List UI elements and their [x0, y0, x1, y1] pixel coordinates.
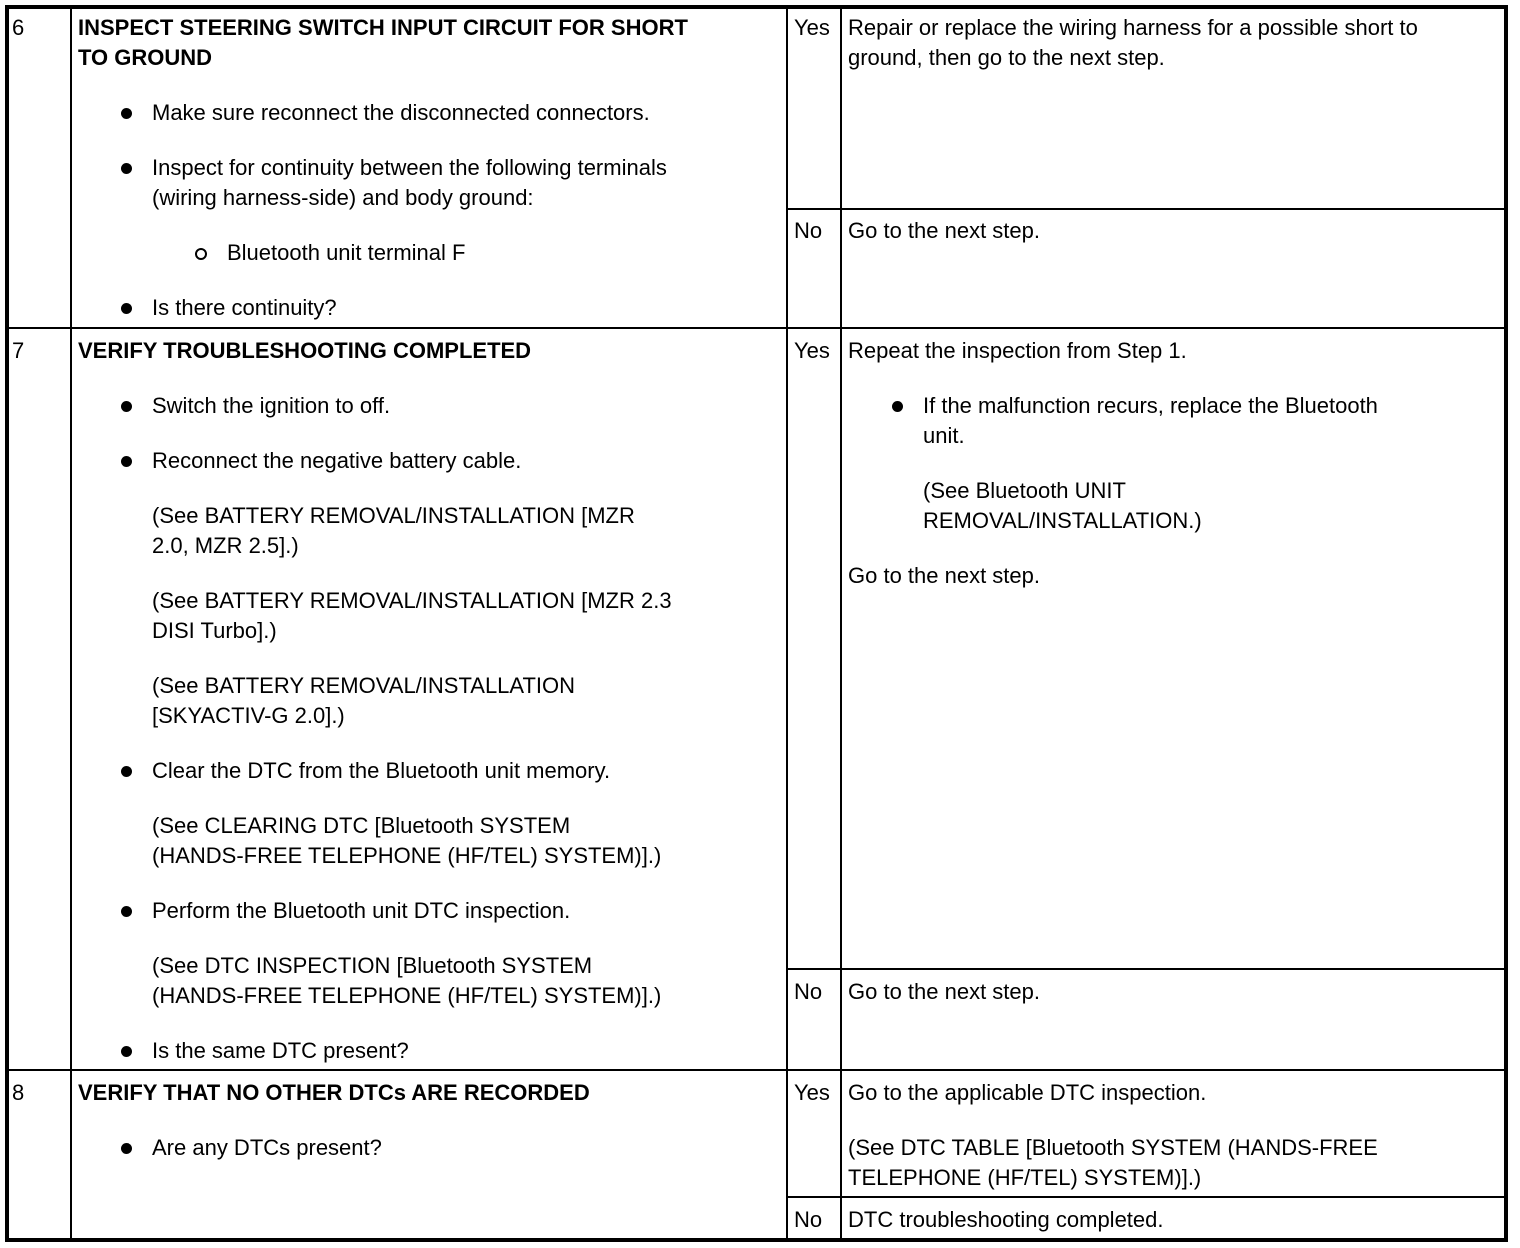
yes-no-divider-8 [786, 1196, 1508, 1198]
no-label: No [794, 1207, 823, 1232]
list-item: Reconnect the negative battery cable. [152, 448, 522, 473]
reference-text: REMOVAL/INSTALLATION.) [923, 508, 1202, 533]
reference-text: (HANDS-FREE TELEPHONE (HF/TEL) SYSTEM)].) [152, 983, 662, 1008]
step-title: VERIFY THAT NO OTHER DTCs ARE RECORDED [78, 1080, 590, 1105]
list-item: Switch the ignition to off. [152, 393, 391, 418]
reference-text: (See BATTERY REMOVAL/INSTALLATION [MZR 2.3 [152, 588, 672, 613]
list-item: Perform the Bluetooth unit DTC inspection. [152, 898, 571, 923]
yes-action: Go to the next step. [848, 563, 1041, 588]
step-number: 6 [12, 15, 25, 40]
list-item: (wiring harness-side) and body ground: [152, 185, 534, 210]
list-item: Make sure reconnect the disconnected connectors. [152, 100, 650, 125]
table-border-bottom [5, 1238, 1508, 1242]
step-number: 8 [12, 1080, 25, 1105]
reference-text: TELEPHONE (HF/TEL) SYSTEM)].) [848, 1165, 1202, 1190]
step-title: TO GROUND [78, 45, 213, 70]
list-item: Are any DTCs present? [152, 1135, 382, 1160]
list-item: Is the same DTC present? [152, 1038, 409, 1063]
yes-action: If the malfunction recurs, replace the Bluetooth [923, 393, 1378, 418]
reference-text: (HANDS-FREE TELEPHONE (HF/TEL) SYSTEM)].) [152, 843, 662, 868]
list-item: Inspect for continuity between the following terminals [152, 155, 667, 180]
bullet-icon [121, 401, 132, 412]
reference-text: (See BATTERY REMOVAL/INSTALLATION [152, 673, 576, 698]
yes-label: Yes [794, 1080, 830, 1105]
no-action: Go to the next step. [848, 979, 1041, 1004]
bullet-icon [121, 108, 132, 119]
row-divider-6-7 [5, 327, 1508, 329]
list-item: Clear the DTC from the Bluetooth unit memory. [152, 758, 611, 783]
no-action: DTC troubleshooting completed. [848, 1207, 1164, 1232]
bullet-icon [121, 906, 132, 917]
table-border-left [5, 5, 9, 1242]
bullet-icon [121, 163, 132, 174]
sub-bullet-icon [195, 248, 207, 260]
reference-text: (See DTC INSPECTION [Bluetooth SYSTEM [152, 953, 593, 978]
bullet-icon [121, 1143, 132, 1154]
yes-action: Go to the applicable DTC inspection. [848, 1080, 1207, 1105]
no-label: No [794, 218, 823, 243]
step-title: VERIFY TROUBLESHOOTING COMPLETED [78, 338, 532, 363]
reference-text: 2.0, MZR 2.5].) [152, 533, 299, 558]
yes-action: unit. [923, 423, 965, 448]
bullet-icon [121, 303, 132, 314]
reference-text: (See Bluetooth UNIT [923, 478, 1126, 503]
bullet-icon [892, 401, 903, 412]
row-divider-7-8 [5, 1069, 1508, 1071]
yes-label: Yes [794, 338, 830, 363]
column-divider-step [70, 5, 72, 1242]
no-action: Go to the next step. [848, 218, 1041, 243]
step-number: 7 [12, 338, 25, 363]
yes-action: Repeat the inspection from Step 1. [848, 338, 1187, 363]
reference-text: (See BATTERY REMOVAL/INSTALLATION [MZR [152, 503, 635, 528]
column-divider-inspection [786, 5, 788, 1242]
yes-label: Yes [794, 15, 830, 40]
reference-text: (See DTC TABLE [Bluetooth SYSTEM (HANDS-FREE [848, 1135, 1378, 1160]
yes-action: Repair or replace the wiring harness for a possible short to [848, 15, 1418, 40]
bullet-icon [121, 1046, 132, 1057]
table-border-right [1504, 5, 1508, 1242]
bullet-icon [121, 766, 132, 777]
reference-text: (See CLEARING DTC [Bluetooth SYSTEM [152, 813, 571, 838]
table-border-top [5, 5, 1508, 9]
list-item: Bluetooth unit terminal F [227, 240, 466, 265]
yes-no-divider-6 [786, 208, 1508, 210]
yes-no-divider-7 [786, 968, 1508, 970]
reference-text: DISI Turbo].) [152, 618, 277, 643]
list-item: Is there continuity? [152, 295, 337, 320]
reference-text: [SKYACTIV-G 2.0].) [152, 703, 345, 728]
yes-action: ground, then go to the next step. [848, 45, 1165, 70]
no-label: No [794, 979, 823, 1004]
bullet-icon [121, 456, 132, 467]
step-title: INSPECT STEERING SWITCH INPUT CIRCUIT FOR SHORT [78, 15, 688, 40]
column-divider-result [840, 5, 842, 1242]
